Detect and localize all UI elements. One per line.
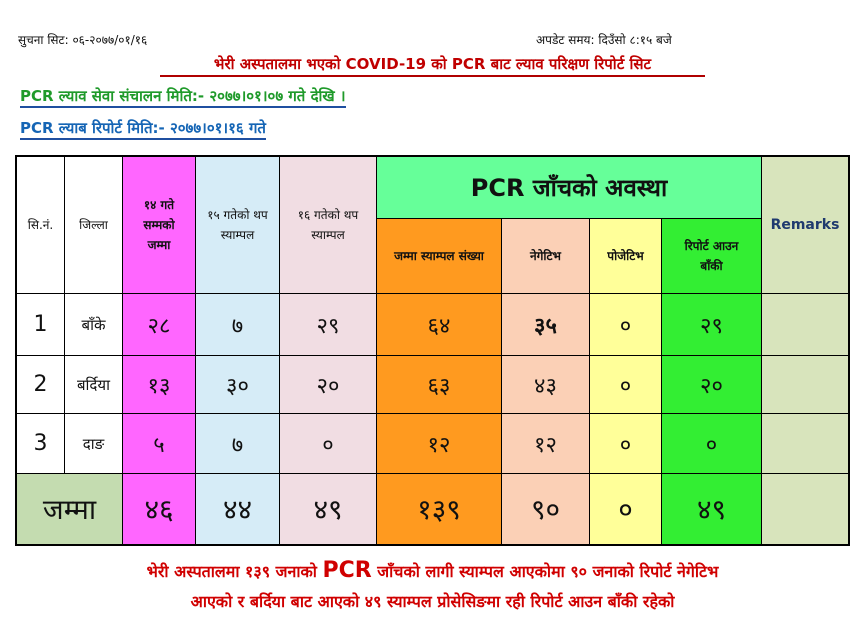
col-sample15-header: १५ गतेको थप स्याम्पल	[196, 157, 280, 294]
row2-sn: 2	[17, 356, 65, 414]
col-sn-header: सि.नं.	[17, 157, 65, 294]
col-district-header: जिल्ला	[65, 157, 123, 294]
totals-label: जम्मा	[17, 474, 123, 544]
col-positive-header: पोजेटिभ	[590, 219, 662, 294]
row2-district: बर्दिया	[65, 356, 123, 414]
row2-negative: ४३	[502, 356, 590, 414]
summary-pcr: PCR	[322, 558, 372, 583]
row3-until14: ५	[123, 414, 196, 474]
row1-sn: 1	[17, 294, 65, 356]
col-total-samples-header: जम्मा स्याम्पल संख्या	[377, 219, 502, 294]
row3-remarks	[762, 414, 848, 474]
row2-sample16: २०	[280, 356, 377, 414]
totals-positive: ०	[590, 474, 662, 544]
row1-district: बाँके	[65, 294, 123, 356]
row2-pending: २०	[662, 356, 762, 414]
totals-remarks	[762, 474, 848, 544]
row2-sample15: ३०	[196, 356, 280, 414]
totals-sample15: ४४	[196, 474, 280, 544]
service-start-line: PCR ल्याव सेवा संचालन मिति:- २०७७।०१।०७ गते देखि ।	[20, 86, 346, 108]
row2-until14: १३	[123, 356, 196, 414]
totals-until14: ४६	[123, 474, 196, 544]
totals-negative: ९०	[502, 474, 590, 544]
pcr-table	[15, 155, 850, 546]
col-pending-header: रिपोर्ट आउन बाँकी	[662, 219, 762, 294]
col-until14-header: १४ गते सम्मको जम्मा	[123, 157, 196, 294]
summary-line-1	[15, 556, 850, 587]
col-remarks-header: Remarks	[762, 157, 848, 294]
row1-positive: ०	[590, 294, 662, 356]
update-time: अपडेट समय: दिउँसो ८:१५ बजे	[536, 33, 672, 47]
row1-until14: २८	[123, 294, 196, 356]
row2-remarks	[762, 356, 848, 414]
row3-district: दाङ	[65, 414, 123, 474]
row3-sn: 3	[17, 414, 65, 474]
row1-sample15: ७	[196, 294, 280, 356]
summary-line-1-post: जाँचको लागी स्याम्पल आएकोमा ९० जनाको रिपोर्ट नेगेटिभ	[371, 562, 719, 581]
row3-sample15: ७	[196, 414, 280, 474]
col-negative-header: नेगेटिभ	[502, 219, 590, 294]
row3-positive: ०	[590, 414, 662, 474]
row2-positive: ०	[590, 356, 662, 414]
col-sample16-header: १६ गतेको थप स्याम्पल	[280, 157, 377, 294]
totals-pending: ४९	[662, 474, 762, 544]
row3-pending: ०	[662, 414, 762, 474]
notice-date: सुचना सिट: ०६-२०७७/०१/१६	[18, 33, 148, 47]
row2-total: ६३	[377, 356, 502, 414]
row1-total: ६४	[377, 294, 502, 356]
summary-line-2: आएको र बर्दिया बाट आएको ४९ स्याम्पल प्रोसेसिङमा रही रिपोर्ट आउन बाँकी रहेको	[190, 592, 675, 611]
row1-negative: ३५	[502, 294, 590, 356]
row1-remarks	[762, 294, 848, 356]
pcr-status-header: PCR जाँचको अवस्था	[377, 157, 762, 219]
report-title: भेरी अस्पतालमा भएको COVID-19 को PCR बाट ल्याव परिक्षण रिपोर्ट सिट	[160, 53, 705, 77]
report-date-line: PCR ल्याब रिपोर्ट मिति:- २०७७।०१।१६ गते	[20, 118, 266, 140]
row3-sample16: ०	[280, 414, 377, 474]
row3-negative: १२	[502, 414, 590, 474]
totals-total: १३९	[377, 474, 502, 544]
summary-footer	[15, 546, 850, 626]
row1-pending: २९	[662, 294, 762, 356]
row3-total: १२	[377, 414, 502, 474]
summary-line-1-pre: भेरी अस्पतालमा १३९ जनाको	[146, 562, 323, 581]
totals-sample16: ४९	[280, 474, 377, 544]
row1-sample16: २९	[280, 294, 377, 356]
